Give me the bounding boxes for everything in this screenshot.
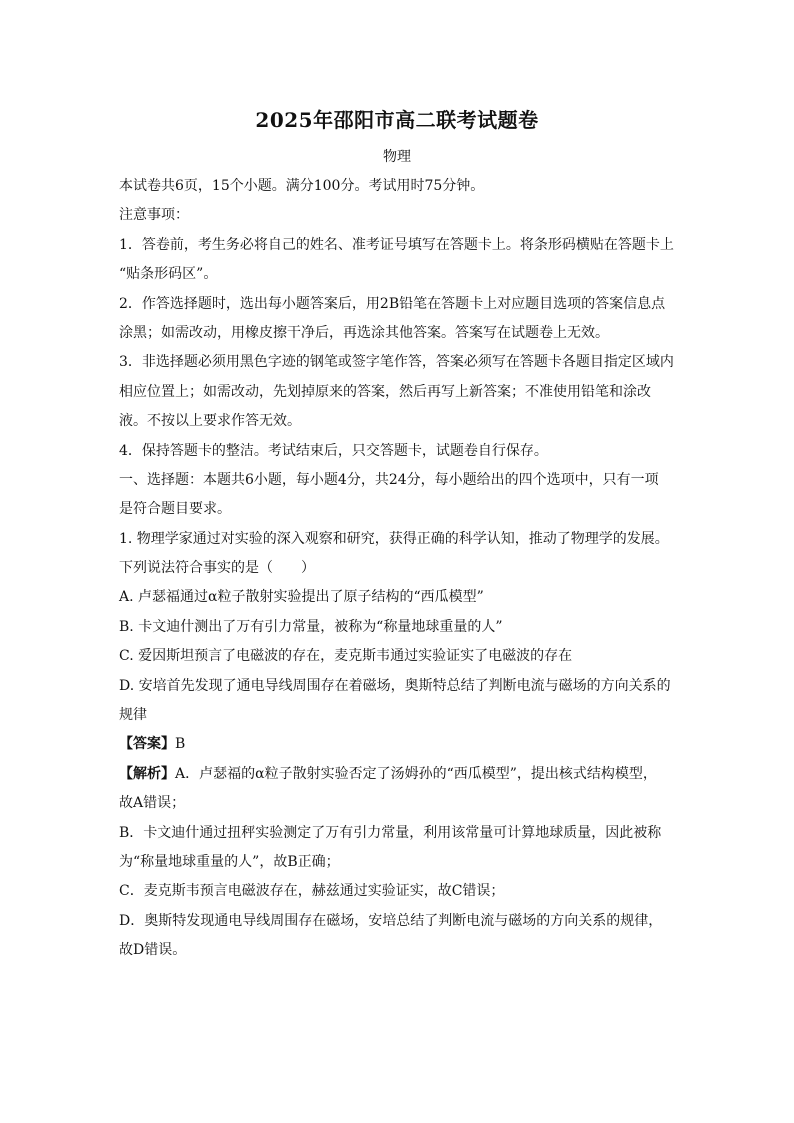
- question-1-stem-line-1: 1. 物理学家通过对实验的深入观察和研究，获得正确的科学认知，推动了物理学的发展。: [119, 530, 669, 547]
- notice-heading: 注意事项：: [119, 207, 189, 224]
- notice-item-2-line-1: 2．作答选择题时，选出每小题答案后，用2B铅笔在答题卡上对应题目选项的答案信息点: [119, 295, 666, 312]
- notice-item-2-line-2: 涂黑；如需改动，用橡皮擦干净后，再选涂其他答案。答案写在试题卷上无效。: [119, 324, 609, 341]
- notice-item-3-line-2: 相应位置上；如需改动，先划掉原来的答案，然后再写上新答案；不准使用铅笔和涂改: [119, 383, 651, 400]
- option-d-line-1: D. 安培首先发现了通电导线周围存在着磁场，奥斯特总结了判断电流与磁场的方向关系的: [119, 677, 671, 694]
- question-1-stem-line-2: 下列说法符合事实的是（ ）: [119, 560, 315, 577]
- notice-item-4: 4．保持答题卡的整洁。考试结束后，只交答题卡，试题卷自行保存。: [119, 442, 548, 459]
- option-c: C. 爱因斯坦预言了电磁波的存在，麦克斯韦通过实验证实了电磁波的存在: [119, 648, 573, 665]
- notice-item-1-line-2: “贴条形码区”。: [119, 266, 218, 283]
- analysis-line-5: C．麦克斯韦预言电磁波存在，赫兹通过实验证实，故C错误；: [119, 883, 505, 900]
- analysis-label: 【解析】: [119, 765, 175, 782]
- section-heading-line-1: 一、选择题：本题共6小题，每小题4分，共24分，每小题给出的四个选项中，只有一项: [119, 471, 659, 488]
- exam-info-line: 本试卷共6页，15个小题。满分100分。考试用时75分钟。: [119, 178, 485, 194]
- analysis-line-1: [119, 760, 679, 789]
- notice-item-3-line-3: 液。不按以上要求作答无效。: [119, 413, 301, 430]
- document-body: [119, 172, 679, 966]
- analysis-text: A．卢瑟福的α粒子散射实验否定了汤姆孙的“西瓜模型”，提出核式结构模型，: [175, 765, 657, 782]
- analysis-line-4: 为“称量地球重量的人”，故B正确；: [119, 853, 340, 870]
- section-heading-line-2: 是符合题目要求。: [119, 501, 231, 518]
- page-title: 2025年邵阳市高二联考试题卷: [255, 108, 539, 132]
- answer-value: B: [175, 736, 186, 753]
- answer-line: [119, 730, 679, 759]
- analysis-line-2: 故A错误；: [119, 795, 186, 812]
- analysis-line-3: B．卡文迪什通过扭秤实验测定了万有引力常量，利用该常量可计算地球质量，因此被称: [119, 824, 662, 841]
- notice-item-3-line-1: 3．非选择题必须用黑色字迹的钢笔或签字笔作答，答案必须写在答题卡各题目指定区域内: [119, 354, 674, 371]
- analysis-line-6: D．奥斯特发现通电导线周围存在磁场，安培总结了判断电流与磁场的方向关系的规律，: [119, 912, 663, 929]
- notice-item-1-line-1: 1．答卷前，考生务必将自己的姓名、准考证号填写在答题卡上。将条形码横贴在答题卡上: [119, 236, 674, 253]
- option-b: B. 卡文迪什测出了万有引力常量，被称为“称量地球重量的人”: [119, 618, 503, 635]
- option-a: A. 卢瑟福通过α粒子散射实验提出了原子结构的“西瓜模型”: [119, 589, 484, 606]
- analysis-line-7: 故D错误。: [119, 942, 187, 959]
- subject-label: 物理: [383, 149, 411, 165]
- answer-label: 【答案】: [119, 736, 175, 753]
- option-d-line-2: 规律: [119, 707, 147, 724]
